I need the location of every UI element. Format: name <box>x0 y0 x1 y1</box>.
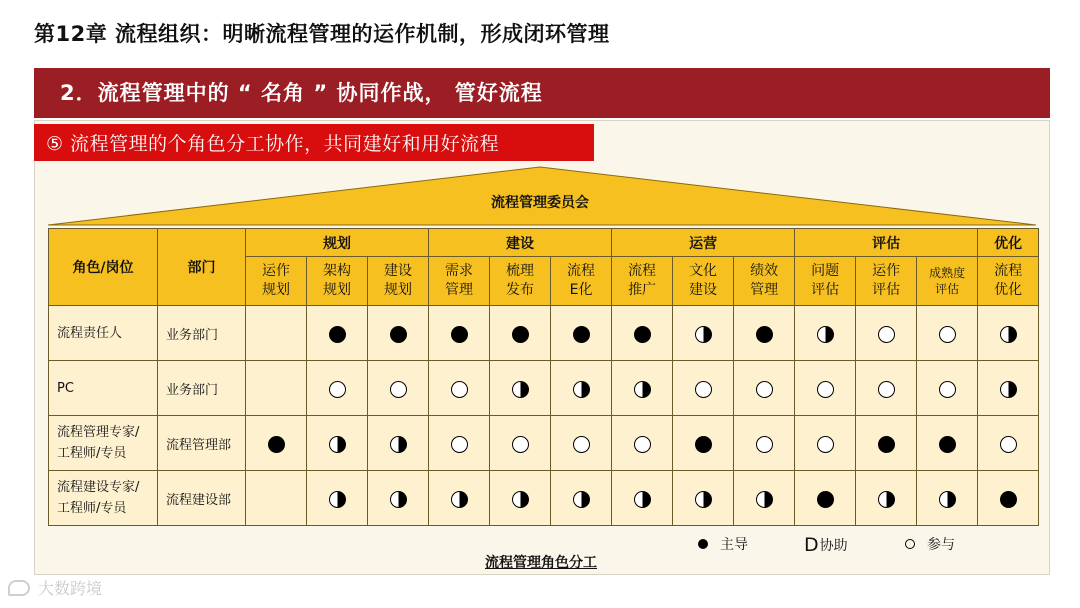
mark-cell <box>307 416 368 471</box>
dept-cell: 流程建设部 <box>158 471 246 526</box>
mark-cell <box>551 306 612 361</box>
assist-half-circle-icon <box>1000 381 1017 398</box>
watermark-logo-icon <box>8 580 30 596</box>
participate-circle-icon <box>939 381 956 398</box>
assist-half-circle-icon <box>573 491 590 508</box>
assist-half-circle-icon <box>512 381 529 398</box>
assist-half-circle-icon <box>329 491 346 508</box>
role-cell: 流程建设专家/ 工程师/专员 <box>49 471 158 526</box>
chapter-title: 第12章 流程组织：明晰流程管理的运作机制，形成闭环管理 <box>34 22 610 46</box>
legend-lead <box>698 534 748 554</box>
committee-label: 流程管理委员会 <box>491 195 589 211</box>
participate-circle-icon <box>390 381 407 398</box>
participate-circle-icon <box>634 436 651 453</box>
table-row <box>49 471 1039 526</box>
mark-cell <box>856 471 917 526</box>
assist-half-circle-icon <box>878 491 895 508</box>
activity-header-9: 问题 评估 <box>795 257 856 306</box>
activity-header-8: 绩效 管理 <box>734 257 795 306</box>
lead-circle-icon <box>573 326 590 343</box>
participate-circle-icon <box>878 326 895 343</box>
table-row <box>49 416 1039 471</box>
lead-circle-icon <box>939 436 956 453</box>
mark-cell <box>307 471 368 526</box>
mark-cell <box>917 306 978 361</box>
mark-cell <box>246 471 307 526</box>
activity-header-10: 运作 评估 <box>856 257 917 306</box>
activity-header-2: 建设 规划 <box>368 257 429 306</box>
mark-cell <box>734 361 795 416</box>
participate-circle-icon <box>817 381 834 398</box>
mark-cell <box>490 471 551 526</box>
mark-cell <box>978 416 1039 471</box>
mark-cell <box>734 416 795 471</box>
mark-cell <box>917 361 978 416</box>
mark-cell <box>429 361 490 416</box>
dept-cell: 流程管理部 <box>158 416 246 471</box>
lead-circle-icon <box>512 326 529 343</box>
table-row <box>49 306 1039 361</box>
mark-cell <box>795 306 856 361</box>
mark-cell <box>612 416 673 471</box>
mark-cell <box>917 416 978 471</box>
group-header-2: 运营 <box>612 229 795 257</box>
mark-cell <box>429 471 490 526</box>
lead-circle-icon <box>329 326 346 343</box>
lead-circle-icon <box>878 436 895 453</box>
legend-assist-d: D <box>804 534 819 556</box>
mark-cell <box>429 306 490 361</box>
empty-circle-icon <box>905 539 915 549</box>
dept-cell: 业务部门 <box>158 361 246 416</box>
mark-cell <box>917 471 978 526</box>
participate-circle-icon <box>451 436 468 453</box>
participate-circle-icon <box>878 381 895 398</box>
assist-half-circle-icon <box>390 436 407 453</box>
group-header-4: 优化 <box>978 229 1039 257</box>
activity-header-6: 流程 推广 <box>612 257 673 306</box>
mark-cell <box>856 361 917 416</box>
participate-circle-icon <box>939 326 956 343</box>
mark-cell <box>978 471 1039 526</box>
section-title: 2．流程管理中的 “ 名角 ” 协同作战， 管好流程 <box>60 81 543 105</box>
subsection-title: ⑤ 流程管理的个角色分工协作，共同建好和用好流程 <box>46 133 500 155</box>
mark-cell <box>856 306 917 361</box>
role-division-table <box>48 228 1039 526</box>
filled-circle-icon <box>698 539 708 549</box>
assist-half-circle-icon <box>329 436 346 453</box>
mark-cell <box>612 306 673 361</box>
activity-header-5: 流程 E化 <box>551 257 612 306</box>
group-header-1: 建设 <box>429 229 612 257</box>
assist-half-circle-icon <box>634 491 651 508</box>
activity-header-11: 成熟度 评估 <box>917 257 978 306</box>
lead-circle-icon <box>756 326 773 343</box>
legend-assist-label: 协助 <box>819 538 848 554</box>
mark-cell <box>429 416 490 471</box>
participate-circle-icon <box>1000 436 1017 453</box>
assist-half-circle-icon <box>634 381 651 398</box>
participate-circle-icon <box>756 436 773 453</box>
lead-circle-icon <box>695 436 712 453</box>
mark-cell <box>551 361 612 416</box>
participate-circle-icon <box>756 381 773 398</box>
mark-cell <box>551 471 612 526</box>
activity-header-12: 流程 优化 <box>978 257 1039 306</box>
assist-half-circle-icon <box>573 381 590 398</box>
mark-cell <box>795 471 856 526</box>
lead-circle-icon <box>817 491 834 508</box>
lead-circle-icon <box>390 326 407 343</box>
mark-cell <box>368 416 429 471</box>
mark-cell <box>551 416 612 471</box>
assist-half-circle-icon <box>939 491 956 508</box>
table-caption: 流程管理角色分工 <box>485 555 597 571</box>
assist-half-circle-icon <box>1000 326 1017 343</box>
mark-cell <box>246 416 307 471</box>
watermark <box>8 576 102 599</box>
participate-circle-icon <box>451 381 468 398</box>
activity-header-1: 架构 规划 <box>307 257 368 306</box>
mark-cell <box>246 306 307 361</box>
assist-half-circle-icon <box>695 326 712 343</box>
activity-header-3: 需求 管理 <box>429 257 490 306</box>
dept-header: 部门 <box>158 229 246 306</box>
assist-half-circle-icon <box>451 491 468 508</box>
participate-circle-icon <box>573 436 590 453</box>
mark-cell <box>490 306 551 361</box>
mark-cell <box>673 471 734 526</box>
participate-circle-icon <box>695 381 712 398</box>
legend-lead-label: 主导 <box>720 537 748 553</box>
mark-cell <box>673 361 734 416</box>
assist-half-circle-icon <box>695 491 712 508</box>
mark-cell <box>490 361 551 416</box>
participate-circle-icon <box>329 381 346 398</box>
group-header-0: 规划 <box>246 229 429 257</box>
mark-cell <box>673 416 734 471</box>
participate-circle-icon <box>512 436 529 453</box>
assist-half-circle-icon <box>512 491 529 508</box>
mark-cell <box>246 361 307 416</box>
watermark-text: 大数跨境 <box>38 579 103 598</box>
role-cell: 流程管理专家/ 工程师/专员 <box>49 416 158 471</box>
mark-cell <box>673 306 734 361</box>
mark-cell <box>856 416 917 471</box>
legend-participate-label: 参与 <box>927 537 955 553</box>
lead-circle-icon <box>268 436 285 453</box>
activity-header-0: 运作 规划 <box>246 257 307 306</box>
group-header-3: 评估 <box>795 229 978 257</box>
table-row <box>49 361 1039 416</box>
mark-cell <box>490 416 551 471</box>
participate-circle-icon <box>817 436 834 453</box>
mark-cell <box>307 306 368 361</box>
assist-half-circle-icon <box>756 491 773 508</box>
mark-cell <box>368 361 429 416</box>
table-header-groups <box>49 229 1039 257</box>
mark-cell <box>612 361 673 416</box>
activity-header-7: 文化 建设 <box>673 257 734 306</box>
role-cell: 流程责任人 <box>49 306 158 361</box>
mark-cell <box>978 306 1039 361</box>
assist-half-circle-icon <box>817 326 834 343</box>
role-cell: PC <box>49 361 158 416</box>
mark-cell <box>612 471 673 526</box>
mark-cell <box>795 361 856 416</box>
activity-header-4: 梳理 发布 <box>490 257 551 306</box>
lead-circle-icon <box>451 326 468 343</box>
dept-cell: 业务部门 <box>158 306 246 361</box>
mark-cell <box>978 361 1039 416</box>
mark-cell <box>368 471 429 526</box>
mark-cell <box>734 306 795 361</box>
mark-cell <box>734 471 795 526</box>
mark-cell <box>368 306 429 361</box>
legend-participate <box>905 534 955 554</box>
assist-half-circle-icon <box>390 491 407 508</box>
lead-circle-icon <box>1000 491 1017 508</box>
lead-circle-icon <box>634 326 651 343</box>
role-header: 角色/岗位 <box>49 229 158 306</box>
legend-assist <box>804 534 848 556</box>
mark-cell <box>795 416 856 471</box>
mark-cell <box>307 361 368 416</box>
